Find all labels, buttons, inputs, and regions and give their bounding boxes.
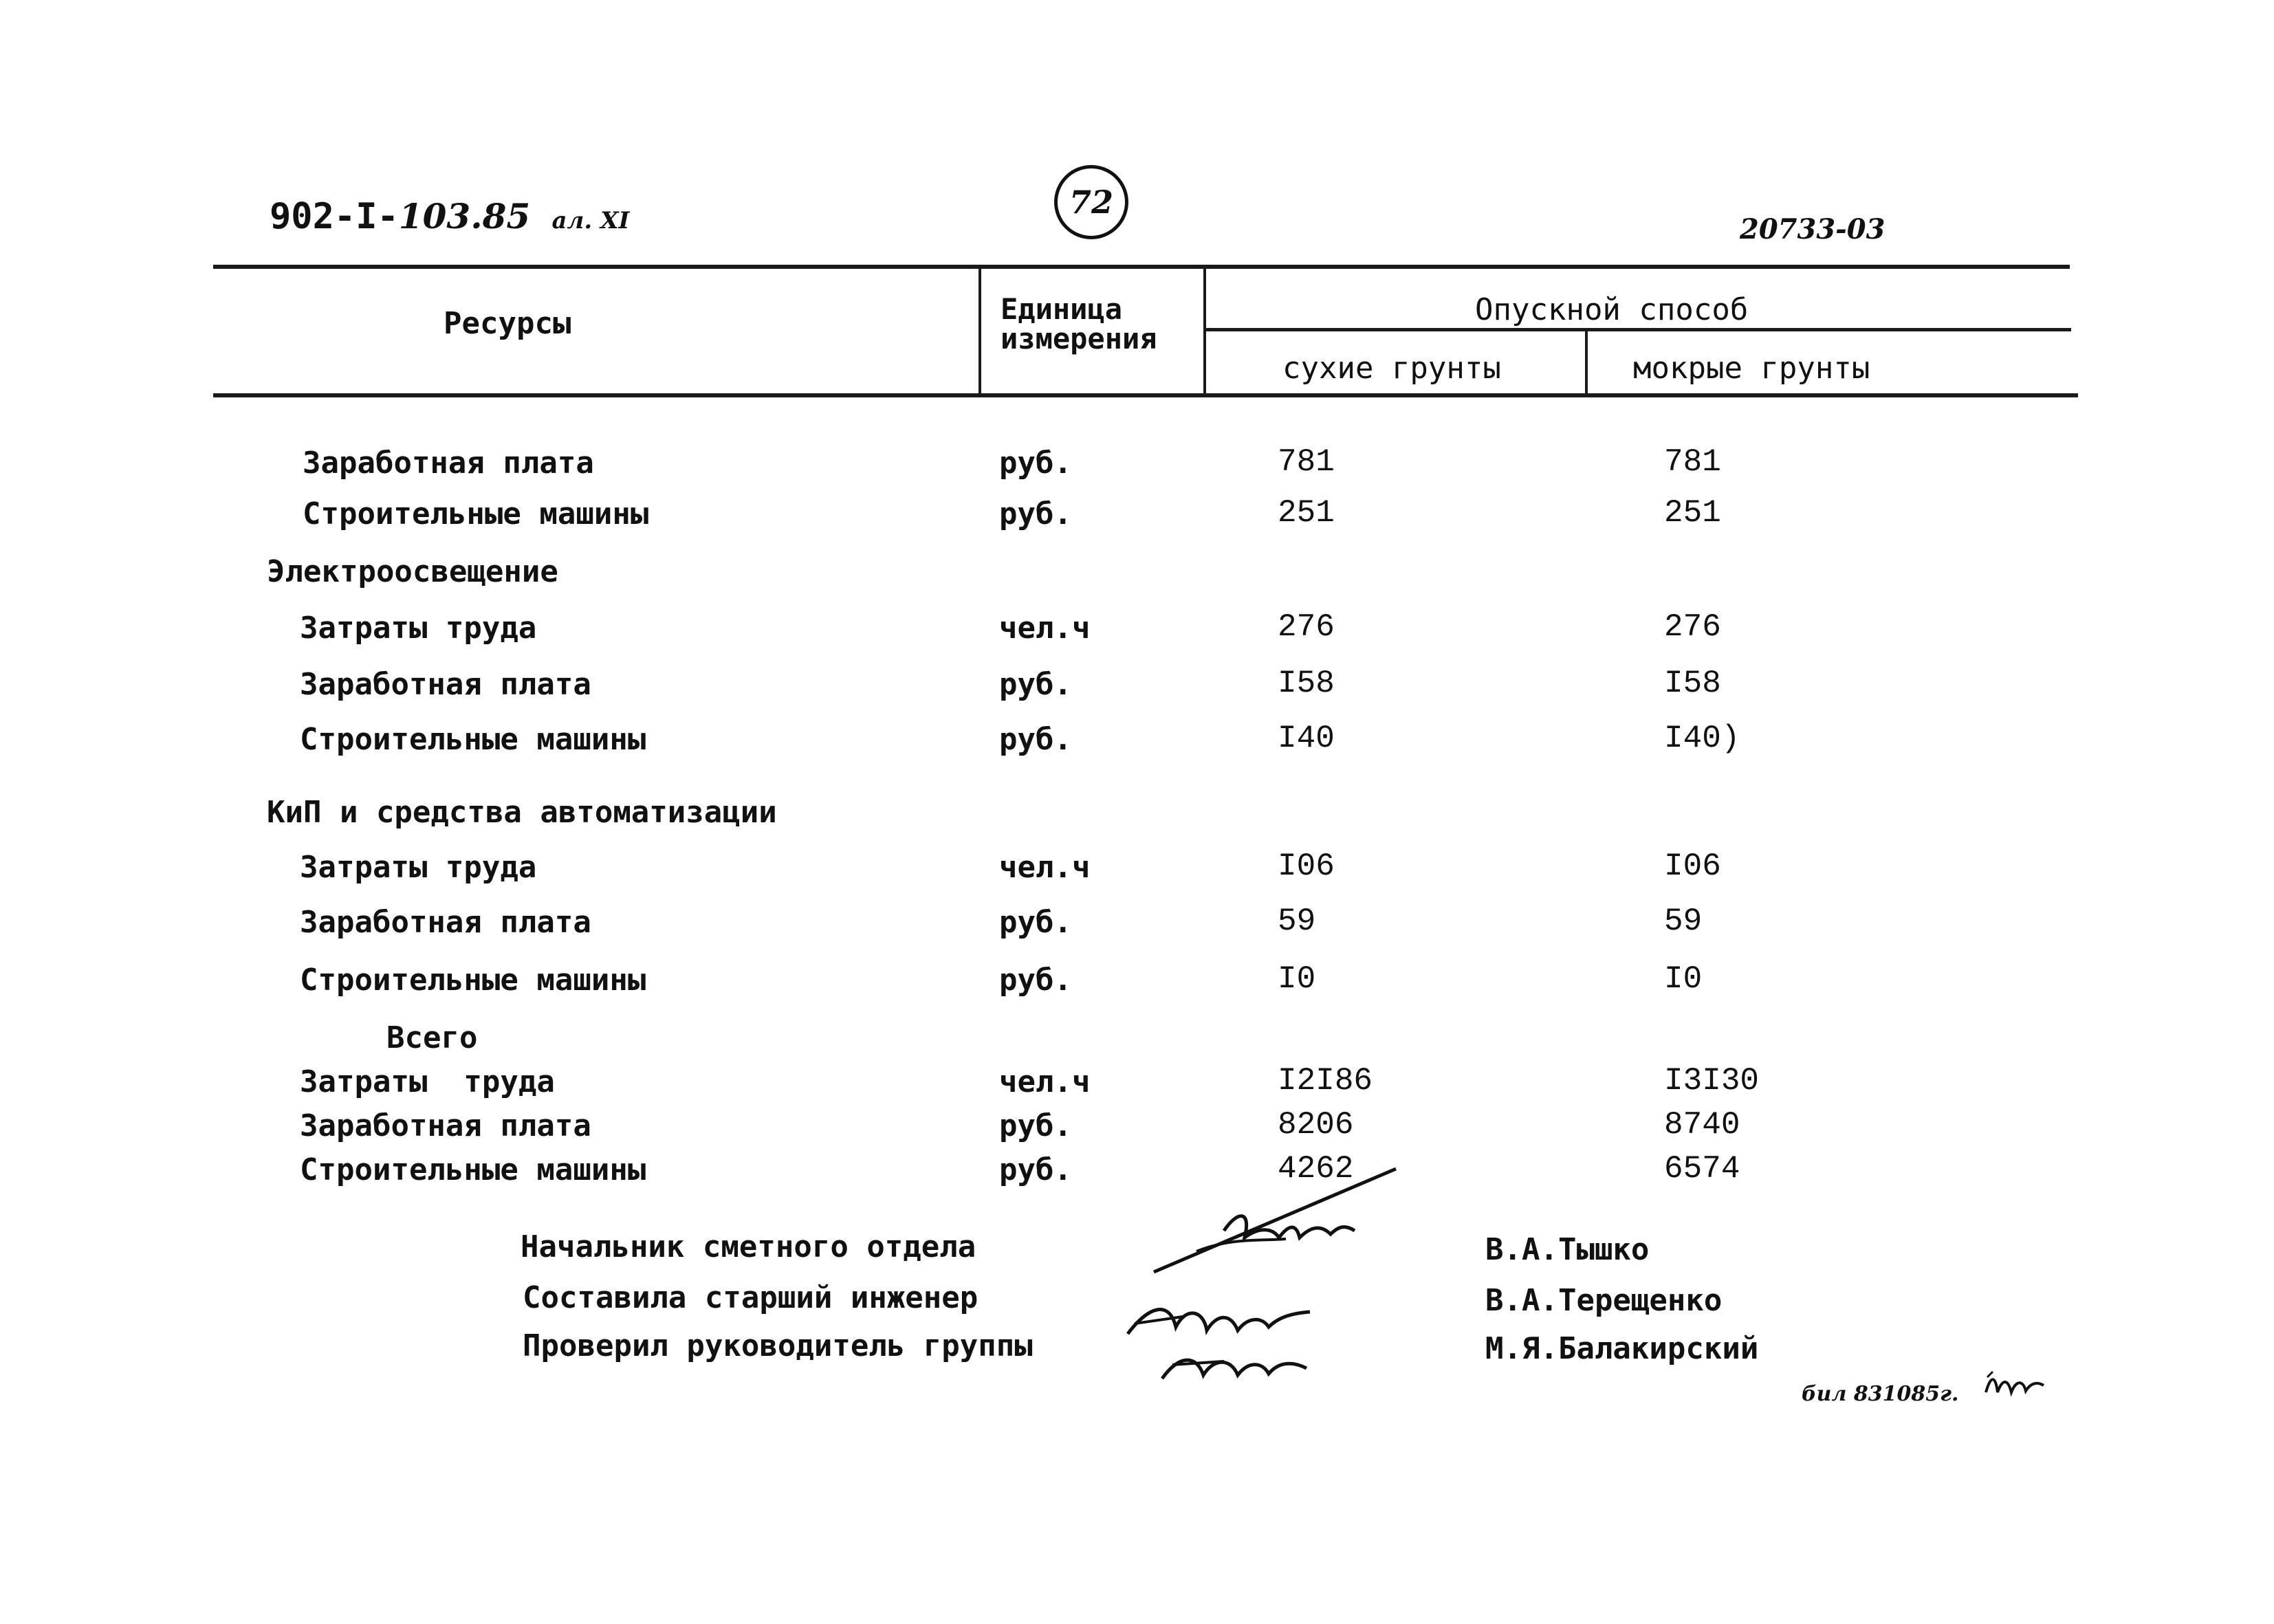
col-wet-header: мокрые грунты (1633, 351, 1870, 386)
group-rule (1203, 328, 2071, 331)
table-row-wet: I58 (1664, 666, 1721, 701)
table-row-dry: 781 (1278, 444, 1335, 480)
table-row-label: Заработная плата (303, 446, 594, 481)
table-row-wet: I06 (1664, 848, 1721, 884)
divider-dry-wet (1585, 330, 1588, 395)
footer-initials (1980, 1365, 2049, 1406)
handwritten-signature-2 (1121, 1293, 1327, 1348)
table-row-wet: 59 (1664, 903, 1703, 939)
divider-resources-unit (979, 265, 981, 395)
handwritten-signature-1 (1148, 1162, 1410, 1279)
table-row-dry: I06 (1278, 848, 1335, 884)
table-row-label: Затраты труда (300, 850, 537, 885)
table-row-label: Затраты труда (300, 1064, 555, 1099)
table-row-unit: руб. (999, 1108, 1072, 1143)
table-row-unit: руб. (999, 496, 1072, 531)
table-row-dry: I40 (1278, 721, 1335, 756)
section-title: КиП и средства автоматизации (267, 795, 777, 830)
table-row-dry: 8206 (1278, 1107, 1354, 1143)
signature-role: Начальник сметного отдела (521, 1229, 976, 1264)
table-row-label: Строительные машины (300, 963, 646, 998)
doc-code-printed: 902-I- (270, 196, 399, 237)
table-row-wet: I0 (1664, 961, 1703, 997)
table-row-wet: I40) (1664, 721, 1740, 756)
footer-note: бил 831085г. (1802, 1382, 1959, 1406)
doc-code-hand: 103.85 (398, 196, 531, 237)
divider-unit-method (1203, 265, 1206, 395)
table-row-dry: I2I86 (1278, 1063, 1373, 1099)
doc-code (270, 196, 629, 237)
table-row-dry: I58 (1278, 666, 1335, 701)
doc-code-suffix: ал. XI (551, 207, 630, 234)
signature-role: Проверил руководитель группы (523, 1328, 1033, 1363)
signature-name: В.А.Терещенко (1485, 1283, 1723, 1318)
handwritten-signature-3 (1155, 1341, 1320, 1389)
header-bottom-rule (213, 393, 2078, 397)
table-row-wet: 6574 (1664, 1151, 1740, 1187)
page-number-circle (1054, 165, 1128, 239)
signature-name: В.А.Тышко (1485, 1232, 1650, 1267)
table-row-wet: 8740 (1664, 1107, 1740, 1143)
table-row-wet: 276 (1664, 609, 1721, 645)
table-row-dry: 59 (1278, 903, 1316, 939)
table-row-label: Заработная плата (300, 905, 591, 940)
table-row-dry: 251 (1278, 495, 1335, 531)
col-unit-header-line2: измерения (1001, 322, 1157, 355)
section-title: Электроосвещение (267, 554, 558, 589)
table-row-dry: 4262 (1278, 1151, 1354, 1187)
ref-number: 20733-03 (1740, 213, 1885, 245)
table-row-unit: руб. (999, 905, 1072, 940)
table-row-unit: чел.ч (999, 611, 1091, 646)
table-row-wet: 781 (1664, 444, 1721, 480)
table-row-label: Строительные машины (300, 722, 646, 757)
table-row-unit: руб. (999, 1152, 1072, 1187)
table-row-unit: руб. (999, 963, 1072, 998)
col-resources-header: Ресурсы (444, 306, 571, 341)
total-title: Всего (386, 1020, 478, 1055)
col-dry-header: сухие грунты (1282, 351, 1501, 386)
table-row-wet: 251 (1664, 495, 1721, 531)
table-row-unit: чел.ч (999, 850, 1091, 885)
table-row-dry: I0 (1278, 961, 1316, 997)
table-row-unit: руб. (999, 667, 1072, 702)
page-number: 72 (1069, 184, 1113, 221)
signature-role: Составила старший инженер (523, 1280, 979, 1315)
table-row-label: Строительные машины (303, 496, 649, 531)
signature-name: М.Я.Балакирский (1485, 1331, 1759, 1366)
table-row-dry: 276 (1278, 609, 1335, 645)
table-row-unit: руб. (999, 446, 1072, 481)
group-method-header: Опускной способ (1475, 292, 1749, 327)
table-row-wet: I3I30 (1664, 1063, 1760, 1099)
table-row-label: Строительные машины (300, 1152, 646, 1187)
table-row-label: Заработная плата (300, 667, 591, 702)
header-top-rule (213, 265, 2070, 269)
table-row-unit: руб. (999, 722, 1072, 757)
table-row-label: Заработная плата (300, 1108, 591, 1143)
table-row-label: Затраты труда (300, 611, 537, 646)
table-row-unit: чел.ч (999, 1064, 1091, 1099)
col-unit-header-line1: Единица (1001, 292, 1123, 326)
